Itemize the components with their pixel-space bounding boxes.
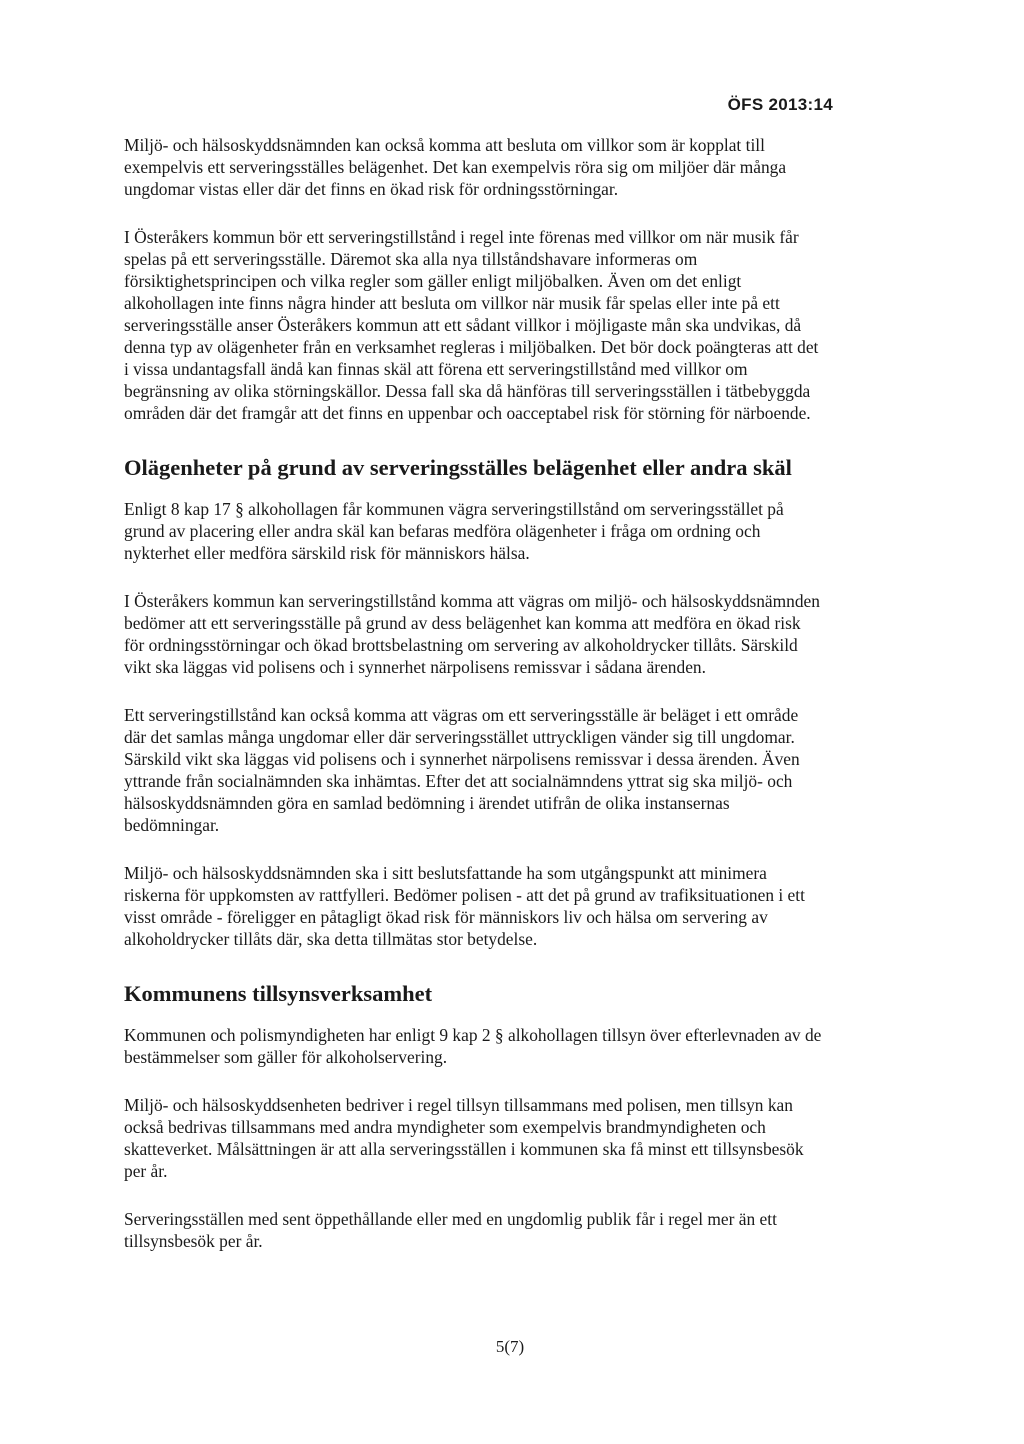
paragraph: Kommunen och polismyndigheten har enligt 9 kap 2 § alkohollagen tillsyn över efterlevnaden av de bestämmelser som gäller för alkoholservering. xyxy=(124,1025,822,1067)
paragraph: I Österåkers kommun kan serveringstillstånd komma att vägras om miljö- och hälsoskyddsnämnden bedömer att ett serveringsställe på grund av dess belägenhet kan komma att medföra en ökad risk för ordningsstörningar och ökad brottsbelastning om servering av alkoholdrycker tillåts. Särskild vikt ska läggas vid polisens och i synnerhet närpolisens remissvar i sådana ärenden. xyxy=(124,591,820,677)
paragraph: Miljö- och hälsoskyddsnämnden kan också komma att besluta om villkor som är kopplat till exempelvis ett serveringsställes belägenhet. Det kan exempelvis röra sig om miljöer där många ungdomar vistas eller där det finns en ökad risk för ordningsstörningar. xyxy=(124,135,787,199)
document-reference: ÖFS 2013:14 xyxy=(727,95,833,114)
paragraph: Enligt 8 kap 17 § alkohollagen får kommunen vägra serveringstillstånd om serveringsstället på grund av placering eller andra skäl kan befaras medföra olägenheter i fråga om ordning och nykterhet eller medföra särskild risk för människors hälsa. xyxy=(124,499,784,563)
section-heading: Olägenheter på grund av serveringsställes belägenhet eller andra skäl xyxy=(124,455,792,480)
paragraph: Serveringsställen med sent öppethållande eller med en ungdomlig publik får i regel mer än ett tillsynsbesök per år. xyxy=(124,1209,777,1251)
document-body xyxy=(124,134,824,1252)
page-number-text: 5(7) xyxy=(495,1337,525,1356)
paragraph: Ett serveringstillstånd kan också komma att vägras om ett serveringsställe är beläget i ett område där det samlas många ungdomar eller där serveringsstället uttryckligen vänder sig till ungdomar. Särskild vikt ska läggas vid polisens och i synnerhet närpolisens remissvar i dessa ärenden. Även yttrande från socialnämnden ska inhämtas. Efter det att socialnämndens yttrat sig ska miljö- och hälsoskyddsnämnden göra en samlad bedömning i ärendet utifrån de olika instansernas bedömningar. xyxy=(124,705,800,835)
paragraph: I Österåkers kommun bör ett serveringstillstånd i regel inte förenas med villkor om när musik får spelas på ett serveringsställe. Däremot ska alla nya tillståndshavare informeras om försiktighetsprincipen och vilka regler som gäller enligt miljöbalken. Även om det enligt alkohollagen inte finns några hinder att besluta om villkor när musik får spelas eller inte på ett serveringsställe anser Österåkers kommun att ett sådant villkor i möjligaste mån ska undvikas, då denna typ av olägenheter från en verksamhet regleras i miljöbalken. Det bör dock poängteras att det i vissa undantagsfall ändå kan finnas skäl att förena ett serveringstillstånd med villkor om begränsning av olika störningskällor. Dessa fall ska då hänföras till serveringsställen i tätbebyggda områden där det framgår att det finns en uppenbar och oacceptabel risk för störning för närboende. xyxy=(124,227,819,423)
paragraph: Miljö- och hälsoskyddsenheten bedriver i regel tillsyn tillsammans med polisen, men tillsyn kan också bedrivas tillsammans med andra myndigheter som exempelvis brandmyndigheten och skatteverket. Målsättningen är att alla serveringsställen i kommunen ska få minst ett tillsynsbesök per år. xyxy=(124,1095,804,1181)
paragraph: Miljö- och hälsoskyddsnämnden ska i sitt beslutsfattande ha som utgångspunkt att minimera riskerna för uppkomsten av rattfylleri. Bedömer polisen - att det på grund av trafiksituationen i ett visst område - föreligger en påtagligt ökad risk för människors liv och hälsa om servering av alkoholdrycker tillåts där, ska detta tillmätas stor betydelse. xyxy=(124,863,805,949)
section-heading: Kommunens tillsynsverksamhet xyxy=(124,981,433,1006)
page-number xyxy=(0,1337,1024,1357)
